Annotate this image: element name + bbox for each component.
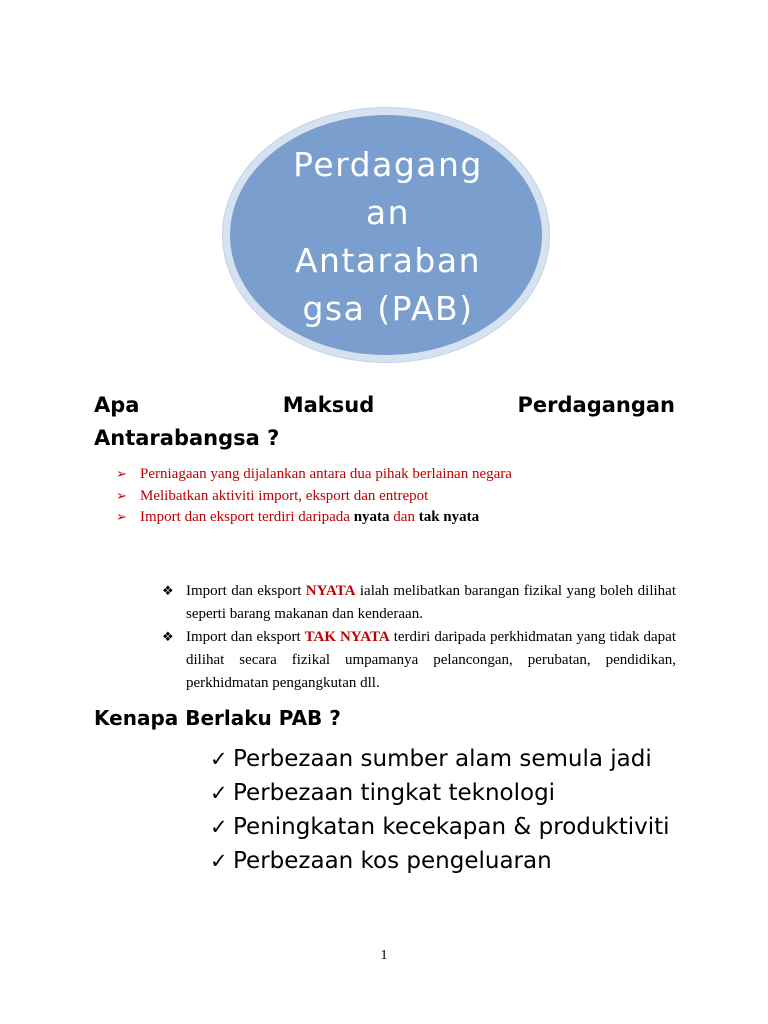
checkmark-icon: ✓: [210, 849, 228, 873]
checkmark-icon: ✓: [210, 747, 228, 771]
reason-text: Perbezaan sumber alam semula jadi: [233, 746, 652, 772]
reason-text: Perbezaan kos pengeluaran: [233, 848, 552, 874]
page-title: [270, 141, 506, 333]
note-highlight: NYATA: [305, 583, 356, 599]
title-line: Antaraban: [294, 241, 482, 280]
reason-item: [210, 742, 680, 776]
list-item-text: Perniagaan yang dijalankan antara dua pihak berlainan negara: [140, 466, 512, 482]
note-item: [162, 626, 676, 695]
note-text: Import dan eksport: [186, 629, 305, 645]
term-nyata: nyata: [353, 509, 390, 525]
note-text: Import dan eksport: [186, 583, 306, 599]
reason-item: [210, 810, 680, 844]
list-item-text: Import dan eksport terdiri daripada: [140, 509, 354, 525]
note-text: ialah melibatkan barangan fizikal yang boleh dilihat seperti barang makanan dan kenderaan.: [186, 583, 676, 622]
list-item-text: dan: [389, 509, 419, 525]
heading-line-2: Antarabangsa ?: [94, 426, 280, 450]
arrow-right-icon: ➢: [116, 488, 127, 504]
diamond-icon: ❖: [162, 584, 174, 599]
reason-text: Peningkatan kecekapan & produktiviti: [233, 814, 670, 840]
term-tak-nyata: tak nyata: [418, 509, 480, 525]
list-item: [116, 486, 676, 508]
reason-item: [210, 844, 680, 878]
title-line: gsa (PAB): [302, 289, 474, 328]
reason-text: Perbezaan tingkat teknologi: [233, 780, 556, 806]
definition-list: [116, 464, 676, 529]
arrow-right-icon: ➢: [116, 467, 127, 482]
title-line: an: [365, 193, 411, 232]
notes-list: [162, 580, 676, 695]
diamond-icon: ❖: [162, 630, 174, 645]
list-item: [116, 507, 676, 529]
list-item-text: Melibatkan aktiviti import, eksport dan entrepot: [140, 487, 429, 504]
arrow-right-icon: ➢: [116, 510, 127, 525]
section-heading-reasons: Kenapa Berlaku PAB ?: [94, 706, 341, 730]
heading-word: Apa: [94, 393, 140, 417]
heading-word: Maksud: [282, 393, 375, 417]
title-line: Perdagang: [293, 145, 483, 184]
reasons-list: [210, 742, 680, 878]
section-heading-definition: [94, 389, 675, 455]
note-item: [162, 580, 676, 626]
checkmark-icon: ✓: [210, 781, 228, 805]
reason-item: [210, 776, 680, 810]
checkmark-icon: ✓: [210, 815, 228, 839]
page-number: 1: [380, 948, 388, 963]
list-item: [116, 464, 676, 486]
note-highlight: TAK NYATA: [304, 629, 390, 645]
note-text: terdiri daripada perkhidmatan yang tidak dapat dilihat secara fizikal umpamanya pelancongan, perubatan, pendidikan, perkhidmatan pengangkutan dll.: [186, 629, 676, 691]
heading-word: Perdagangan: [517, 393, 675, 417]
